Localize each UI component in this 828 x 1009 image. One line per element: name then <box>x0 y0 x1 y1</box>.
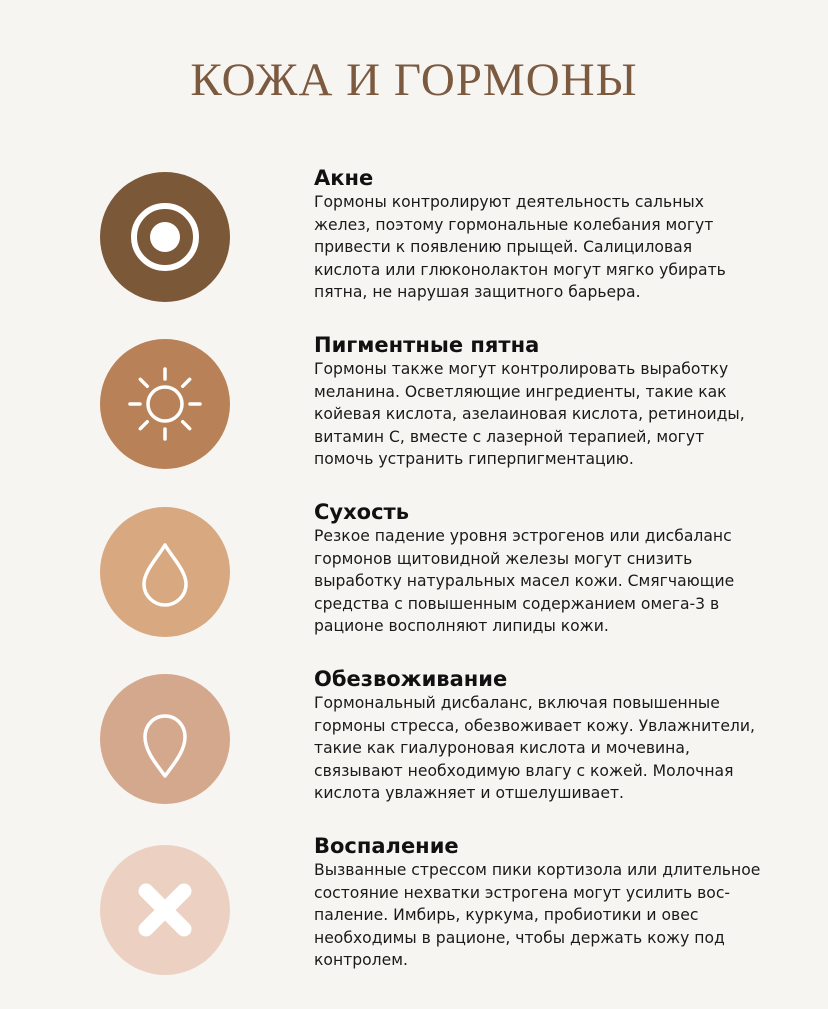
list-item-pigment <box>0 332 828 492</box>
item-body: Гормоны контролируют деятельность сальных желез, поэтому гормональные колебания могут привести к появлению прыщей. Салициловая кислота или глюконолактон могут мягко убирать пятна, не нарушая защитного барьера. <box>314 193 726 302</box>
pigment-icon-circle <box>100 339 230 469</box>
inflammation-icon-circle <box>100 845 230 975</box>
page-title: КОЖА И ГОРМОНЫ <box>190 54 638 106</box>
list-item-inflammation <box>0 833 828 993</box>
item-title: Акне <box>314 166 374 190</box>
target-circle-icon <box>100 172 230 302</box>
list-item-dryness <box>0 499 828 659</box>
acne-icon-circle <box>100 172 230 302</box>
item-body: Резкое падение уровня эстрогенов или дисбаланс гормонов щитовидной железы могут снизить выработку натуральных масел кожи. Смягчающие средства с повышенным содержанием омега-3 в рационе восполняют липиды кожи. <box>314 527 735 636</box>
item-body: Вызванные стрессом пики кортизола или длительное состояние нехватки эстрогена могут усилить вос- паление. Имбирь, куркума, пробиотики и овес необходимы в рационе, чтобы держать кожу под контролем. <box>314 861 761 970</box>
droplet-icon <box>100 507 230 637</box>
item-body: Гормоны также могут контролировать выработку меланина. Осветляющие ингредиенты, такие как койевая кислота, азелаиновая кислота, ретиноиды, витамин С, вместе с лазерной терапией, могут помочь устранить гиперпигментацию. <box>314 360 745 469</box>
item-body: Гормональный дисбаланс, включая повышенные гормоны стресса, обезвоживает кожу. Увлажнители, такие как гиалуроновая кислота и мочевина, связывают необходимую влагу с кожей. Молочная кислота увлажняет и отшелушивает. <box>314 694 755 803</box>
item-title: Обезвоживание <box>314 667 508 691</box>
map-pin-icon <box>100 674 230 804</box>
cross-icon <box>100 845 230 975</box>
sun-icon <box>100 339 230 469</box>
list-item-dehydration <box>0 666 828 826</box>
item-title: Сухость <box>314 500 409 524</box>
item-title: Пигментные пятна <box>314 333 540 357</box>
dehydration-icon-circle <box>100 674 230 804</box>
list-item-acne <box>0 165 828 325</box>
item-title: Воспаление <box>314 834 459 858</box>
dryness-icon-circle <box>100 507 230 637</box>
